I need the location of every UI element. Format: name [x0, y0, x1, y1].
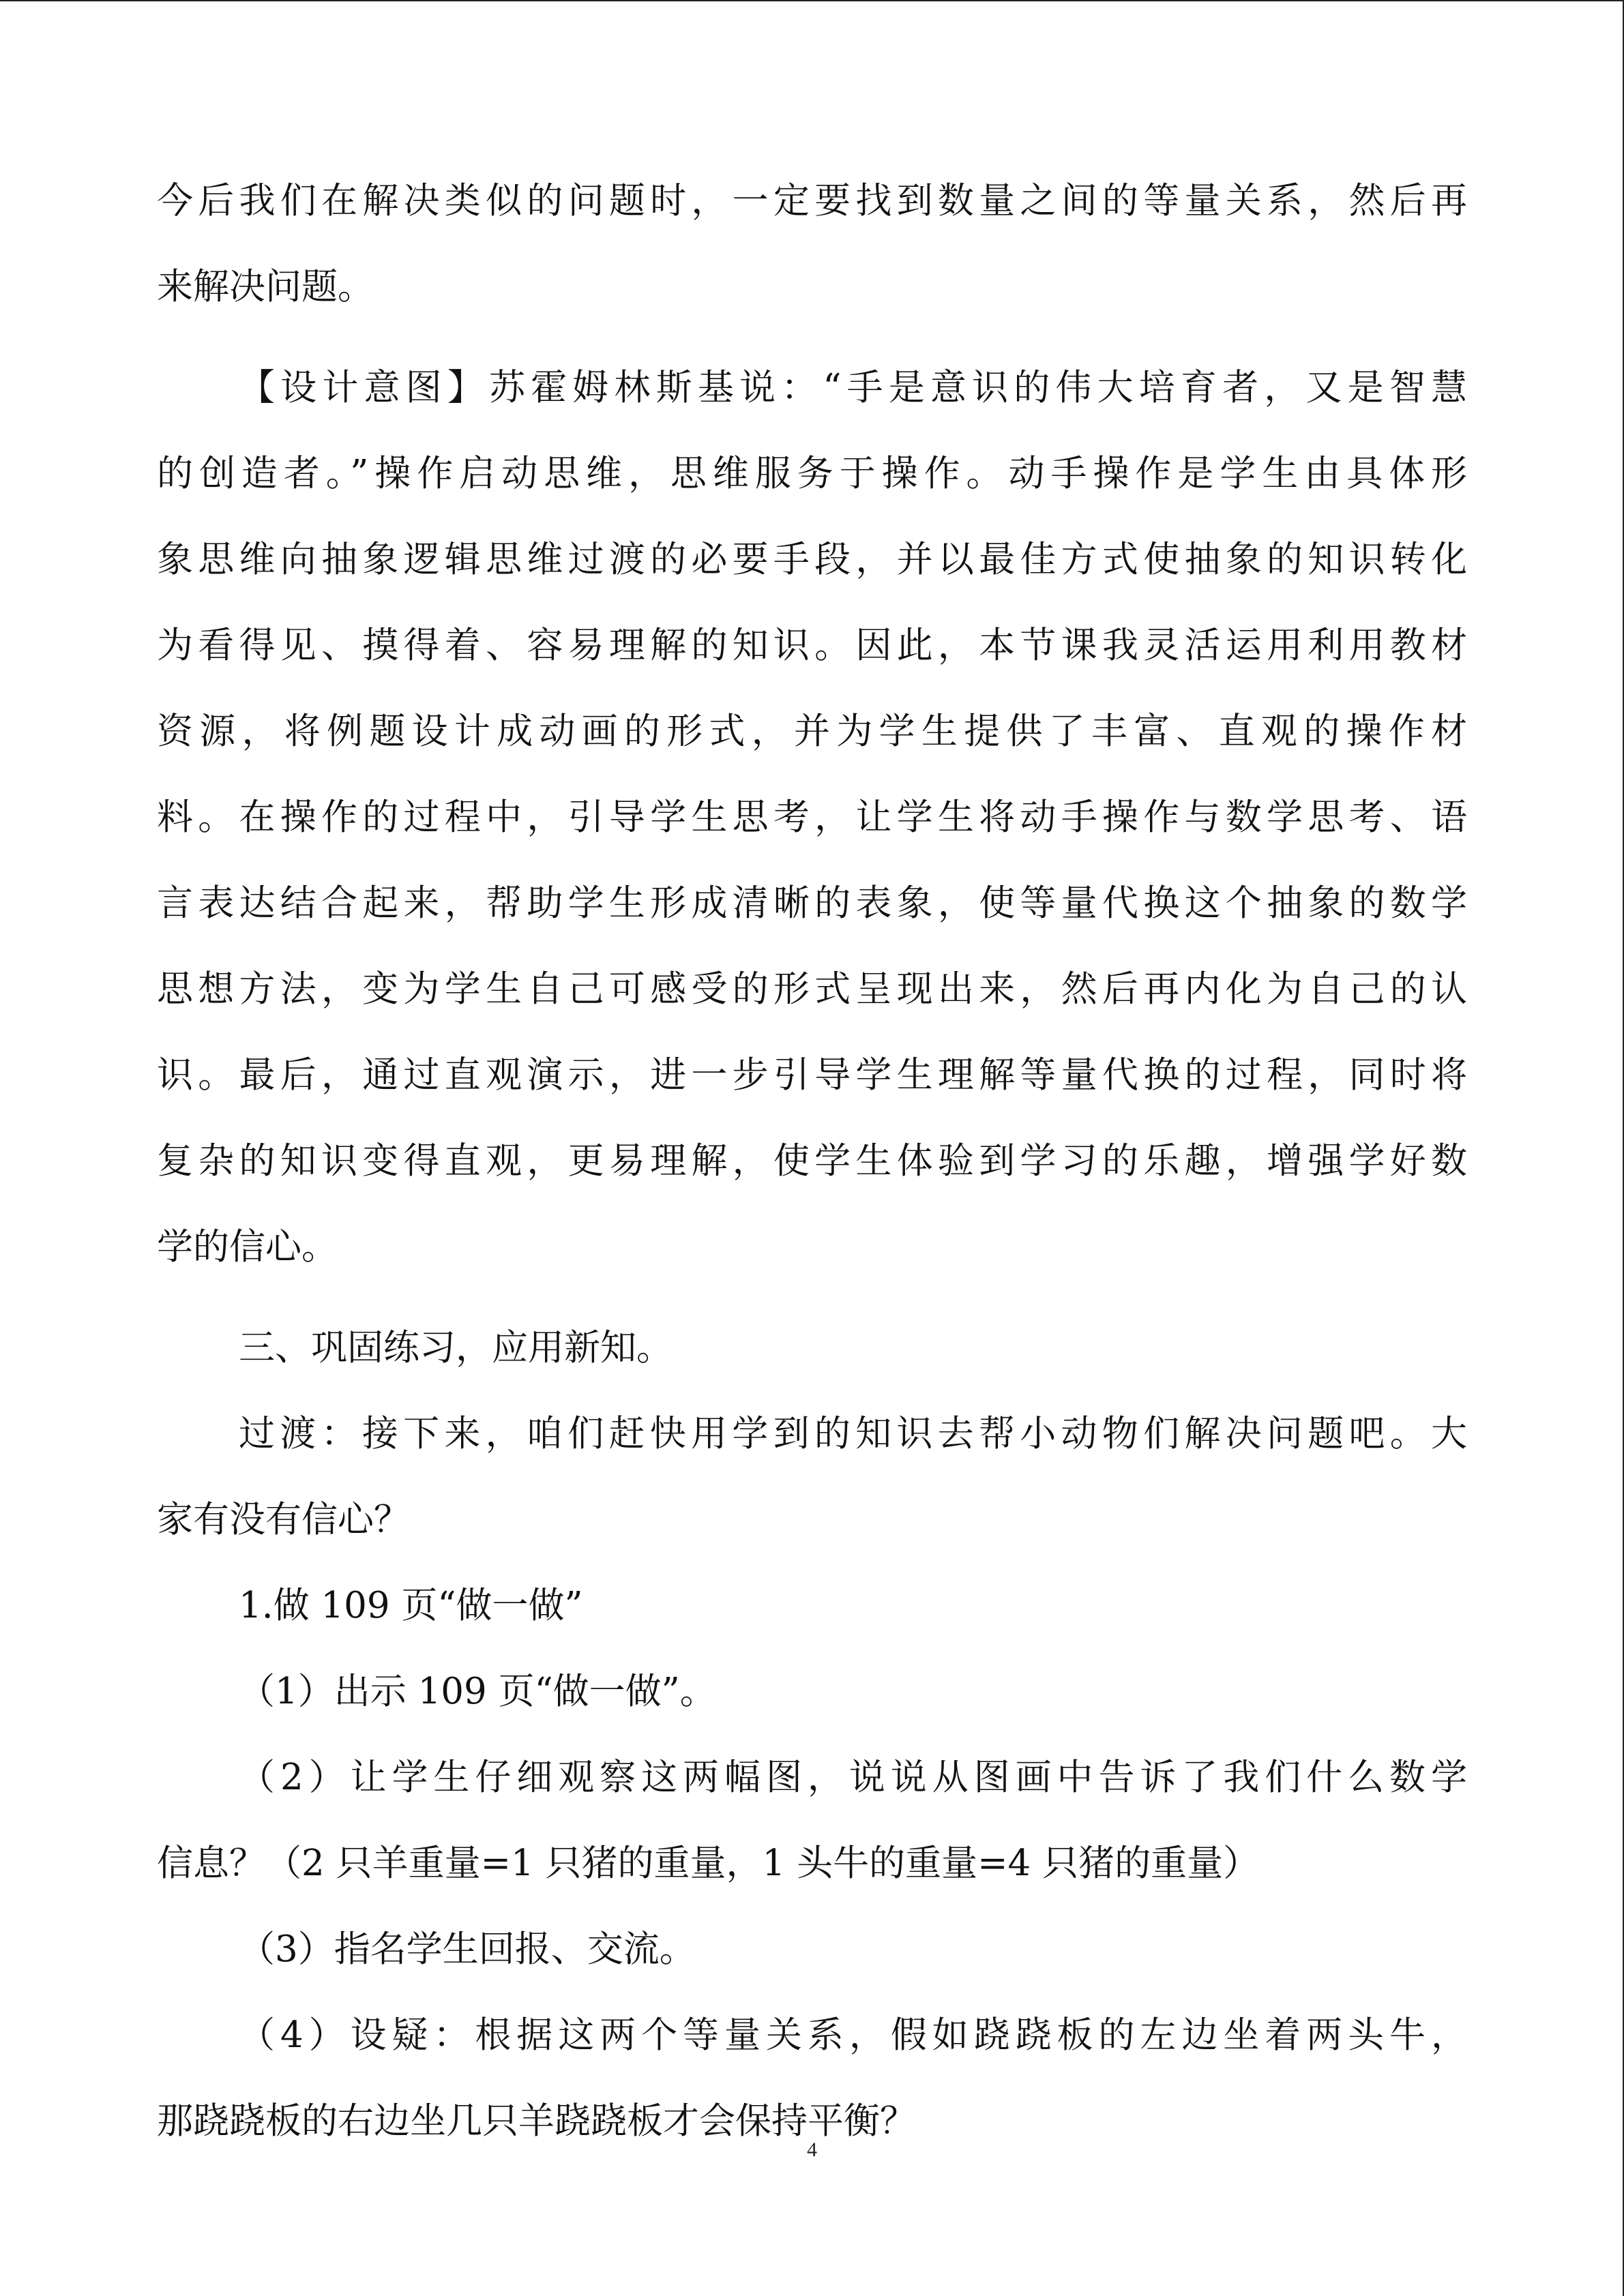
text-line: 1.做 109 页“做一做” [239, 1585, 583, 1626]
text-line: 学的信心。 [157, 1226, 338, 1268]
text-line: 为看得见、摸得着、容易理解的知识。因此，本节课我灵活运用利用教材 [157, 625, 1467, 666]
text-line: 信息？（2 只羊重量=1 只猪的重量，1 头牛的重量=4 只猪的重量） [157, 1843, 1260, 1884]
text-line: （3）指名学生回报、交流。 [239, 1928, 696, 1970]
text-line: 那跷跷板的右边坐几只羊跷跷板才会保持平衡？ [157, 2100, 916, 2142]
text-line: 过渡：接下来，咱们赶快用学到的知识去帮小动物们解决问题吧。大 [239, 1413, 1467, 1455]
text-line: 料。在操作的过程中，引导学生思考，让学生将动手操作与数学思考、语 [157, 796, 1467, 838]
text-line: 今后我们在解决类似的问题时，一定要找到数量之间的等量关系，然后再 [157, 180, 1467, 222]
text-line: 家有没有信心？ [157, 1499, 410, 1540]
text-line: 象思维向抽象逻辑思维过渡的必要手段，并以最佳方式使抽象的知识转化 [157, 539, 1467, 580]
body-text [157, 158, 1467, 2164]
text-line: 资源，将例题设计成动画的形式，并为学生提供了丰富、直观的操作材 [157, 711, 1467, 752]
text-line: （4）设疑：根据这两个等量关系，假如跷跷板的左边坐着两头牛， [239, 2014, 1467, 2056]
text-line: 思想方法，变为学生自己可感受的形式呈现出来，然后再内化为自己的认 [157, 968, 1467, 1010]
text-line: 来解决问题。 [157, 266, 374, 308]
text-line: 三、巩固练习，应用新知。 [239, 1327, 673, 1369]
text-line: 【设计意图】苏霍姆林斯基说：“手是意识的伟大培育者，又是智慧 [239, 367, 1467, 408]
paragraph-gap [157, 330, 1467, 345]
text-line: （2）让学生仔细观察这两幅图，说说从图画中告诉了我们什么数学 [239, 1757, 1467, 1798]
text-line: 的创造者。”操作启动思维，思维服务于操作。动手操作是学生由具体形 [157, 453, 1467, 494]
text-line: （1）出示 109 页“做一做”。 [239, 1671, 716, 1712]
text-line: 复杂的知识变得直观，更易理解，使学生体验到学习的乐趣，增强学好数 [157, 1140, 1467, 1182]
text-line: 识。最后，通过直观演示，进一步引导学生理解等量代换的过程，同时将 [157, 1054, 1467, 1096]
page-number: 4 [807, 2138, 817, 2161]
paragraph-gap [157, 1290, 1467, 1305]
text-line: 言表达结合起来，帮助学生形成清晰的表象，使等量代换这个抽象的数学 [157, 882, 1467, 924]
